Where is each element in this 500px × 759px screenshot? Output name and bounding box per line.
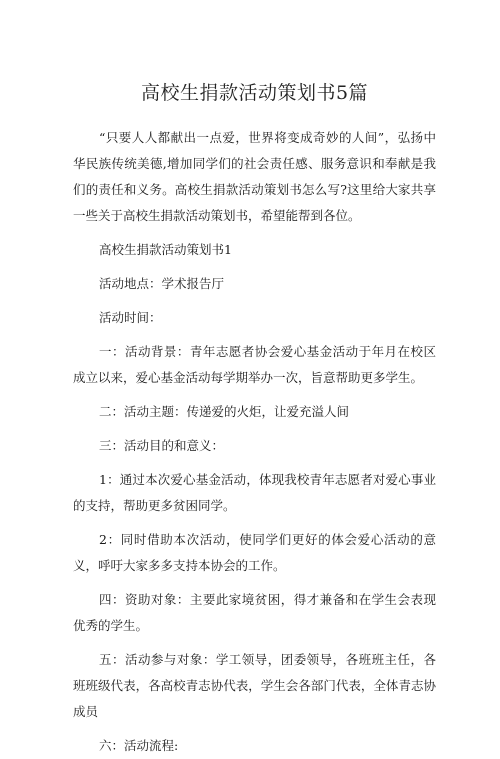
activity-purpose-heading: 三：活动目的和意义： xyxy=(99,438,225,453)
document-title: 高校生捐款活动策划书5篇 xyxy=(140,82,369,104)
intro-paragraph: “只要人人都献出一点爱，世界将变成奇妙的人间”，弘扬中华民族传统美德,增加同学们的社会责任感、服务意识和奉献是我们的责任和义务。高校生捐款活动策划书怎么写?这里给大家共享一些关于高校生捐款活动策划书，希望能帮到各位。 xyxy=(73,130,436,223)
purpose-item-1: 1：通过本次爱心基金活动，体现我校青年志愿者对爱心事业的支持，帮助更多贫困同学。 xyxy=(73,472,436,513)
section-heading: 高校生捐款活动策划书1 xyxy=(99,242,232,257)
activity-background: 一：活动背景：青年志愿者协会爱心基金活动于年月在校区成立以来，爱心基金活动每学期举办一次，旨意帮助更多学生。 xyxy=(73,344,436,385)
activity-location: 活动地点：学术报告厅 xyxy=(99,276,225,291)
activity-time: 活动时间： xyxy=(99,310,162,325)
activity-theme: 二：活动主题：传递爱的火炬，让爱充溢人间 xyxy=(99,404,350,419)
purpose-item-2: 2：同时借助本次活动，使同学们更好的体会爱心活动的意义，呼吁大家多多支持本协会的工作。 xyxy=(73,532,436,573)
funding-target: 四：资助对象：主要此家境贫困，得才兼备和在学生会表现优秀的学生。 xyxy=(73,592,436,633)
participants: 五：活动参与对象：学工领导，团委领导，各班班主任，各班班级代表，各高校青志协代表，学生会各部门代表，全体青志协成员 xyxy=(73,652,436,719)
activity-process-heading: 六：活动流程: xyxy=(99,738,179,753)
